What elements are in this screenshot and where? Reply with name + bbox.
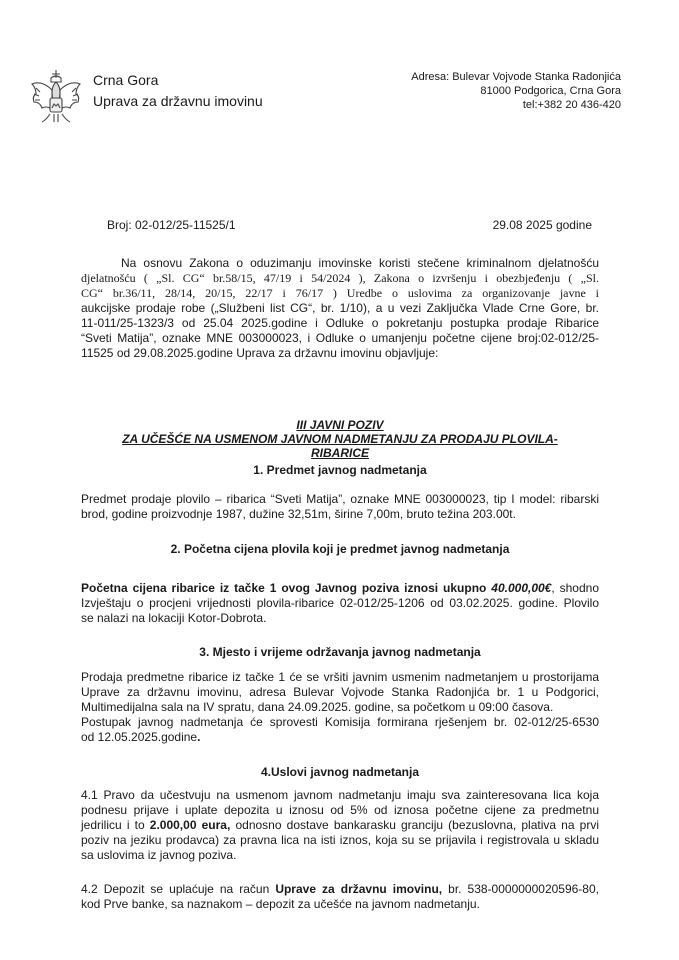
call-title-line: III JAVNI POZIV xyxy=(296,418,384,432)
intro-line: aukcijske prodaje robe („Službeni list CG“, br. 1/10), a u vezi Zaključka Vlade Crne Gore, br. xyxy=(81,301,599,315)
section-2-heading: 2. Početna cijena plovila koji je predmet javnog nadmetanja xyxy=(170,542,510,556)
section-line: Prodaja predmetne ribarice iz tačke 1 će se vršiti javnim usmenim nadmetanjem u prostorijama xyxy=(81,670,599,684)
text-fragment: 4.2 Depozit se uplaćuje na račun xyxy=(81,882,276,896)
section-line: Izvještaju o procjeni vrijednosti plovila-ribarice 02-012/25-1206 od 03.02.2025. godine. Plovilo xyxy=(81,596,599,610)
intro-paragraph xyxy=(81,256,599,361)
section-4-heading: 4.Uslovi javnog nadmetanja xyxy=(260,765,420,779)
intro-line: djelatnošću ( „Sl. CG“ br.58/15, 47/19 i 54/2024 ), Zakona o izvršenju i obezbjeđenju ( „Sl. xyxy=(81,271,599,285)
section-line xyxy=(81,818,599,833)
montenegro-coat-of-arms-icon xyxy=(30,68,82,128)
section-line: Uprave za državnu imovinu, adresa Bulevar Vojvode Stanka Radonjića br. 1 u Podgorici, xyxy=(81,685,599,699)
section-1-heading: 1. Predmet javnog nadmetanja xyxy=(253,463,427,477)
price-amount: 40.000,00€ xyxy=(491,581,552,595)
section-line: podnesu prijave i uplate depozita u iznosu od 5% od iznosa početne cijene za predmetnu xyxy=(81,803,599,817)
section-line: Postupak javnog nadmetanja će sprovesti Komisija formirana rješenjem br. 02-012/25-6530 xyxy=(81,715,599,729)
section-4-paragraph-2 xyxy=(81,882,599,912)
section-line: Multimedijalna sala na IV spratu, dana 24.09.2025. godine, sa početkom u 09:00 časova. xyxy=(81,700,554,714)
section-line-text: od 12.05.2025.godine xyxy=(81,730,198,744)
section-line: se nalazi na lokaciji Kotor-Dobrota. xyxy=(81,611,267,625)
document-date: 29.08 2025 godine xyxy=(492,218,592,232)
section-1-text xyxy=(81,492,599,522)
text-fragment: odnosno dostave bankarasku granciju (bezuslovna, plativa na prvi xyxy=(230,818,600,832)
country-name: Crna Gora xyxy=(93,72,159,88)
call-title-line: RIBARICE xyxy=(310,446,369,460)
city-line: 81000 Podgorica, Crna Gora xyxy=(480,85,621,97)
address-line: Adresa: Bulevar Vojvode Stanka Radonjića xyxy=(411,71,621,83)
section-line-end: . xyxy=(197,730,201,744)
call-title xyxy=(81,418,599,460)
section-line xyxy=(81,730,599,745)
section-line xyxy=(81,882,599,897)
price-rest: , shodno xyxy=(551,581,599,595)
section-line: 4.1 Pravo da učestvuju na usmenom javnom nadmetanju imaju sva zainteresovana lica koja xyxy=(81,788,599,802)
deposit-amount: 2.000,00 eura, xyxy=(149,818,231,832)
address-block xyxy=(411,70,621,112)
section-3-text xyxy=(81,670,599,745)
intro-line: 11525 od 29.08.2025.godine Uprava za državnu imovinu objavljuje: xyxy=(81,346,439,360)
section-line: sa uslovima iz javnog poziva. xyxy=(81,848,237,862)
section-line: Predmet prodaje plovilo – ribarica “Sveti Matija”, oznake MNE 003000023, tip I model: ribarski xyxy=(81,492,599,506)
intro-line: Na osnovu Zakona o oduzimanju imovinske koristi stečene kriminalnom djelatnošću xyxy=(121,256,599,270)
institution-name: Uprava za državnu imovinu xyxy=(93,93,263,109)
section-2-text xyxy=(81,581,599,626)
reference-number: Broj: 02-012/25-11525/1 xyxy=(107,218,236,232)
section-3-heading: 3. Mjesto i vrijeme održavanja javnog nadmetanja xyxy=(199,645,481,659)
text-fragment: jedrilicu i to xyxy=(81,818,150,832)
account-number: br. 538-0000000020596-80, xyxy=(442,882,599,896)
account-holder: Uprave za državnu imovinu, xyxy=(275,882,443,896)
section-4-paragraph-1 xyxy=(81,788,599,863)
intro-line: CG“ br.36/11, 28/14, 20/15, 22/17 i 76/17 ) Uredbe o uslovima za organizovanje javne i xyxy=(81,286,599,300)
section-line: poziv na jeziku prodavca) za pravna lica na isti iznos, koja su se prijavila i registrovala u skladu xyxy=(81,833,599,847)
intro-line: 11-011/25-1323/3 od 25.04 2025.godine i Odluke o pokretanju postupka prodaje Ribarice xyxy=(81,316,599,330)
institution-block xyxy=(93,70,263,112)
price-label: Početna cijena ribarice iz tačke 1 ovog Javnog poziva iznosi ukupno xyxy=(81,581,492,595)
section-line: brod, godine proizvodnje 1987, dužine 32,51m, širine 7,00m, bruto težina 203.00t. xyxy=(81,507,516,521)
call-title-line: ZA UČEŠĆE NA USMENOM JAVNOM NADMETANJU ZA PRODAJU PLOVILA- xyxy=(122,432,558,446)
section-line: kod Prve banke, sa naznakom – depozit za učešće na javnom nadmetanju. xyxy=(81,897,480,911)
section-line xyxy=(81,581,599,596)
phone-line: tel:+382 20 436-420 xyxy=(522,99,621,111)
intro-line: “Sveti Matija”, oznake MNE 003000023, i Odluke o umanjenju početne cijene broj:02-012/25- xyxy=(81,331,599,345)
